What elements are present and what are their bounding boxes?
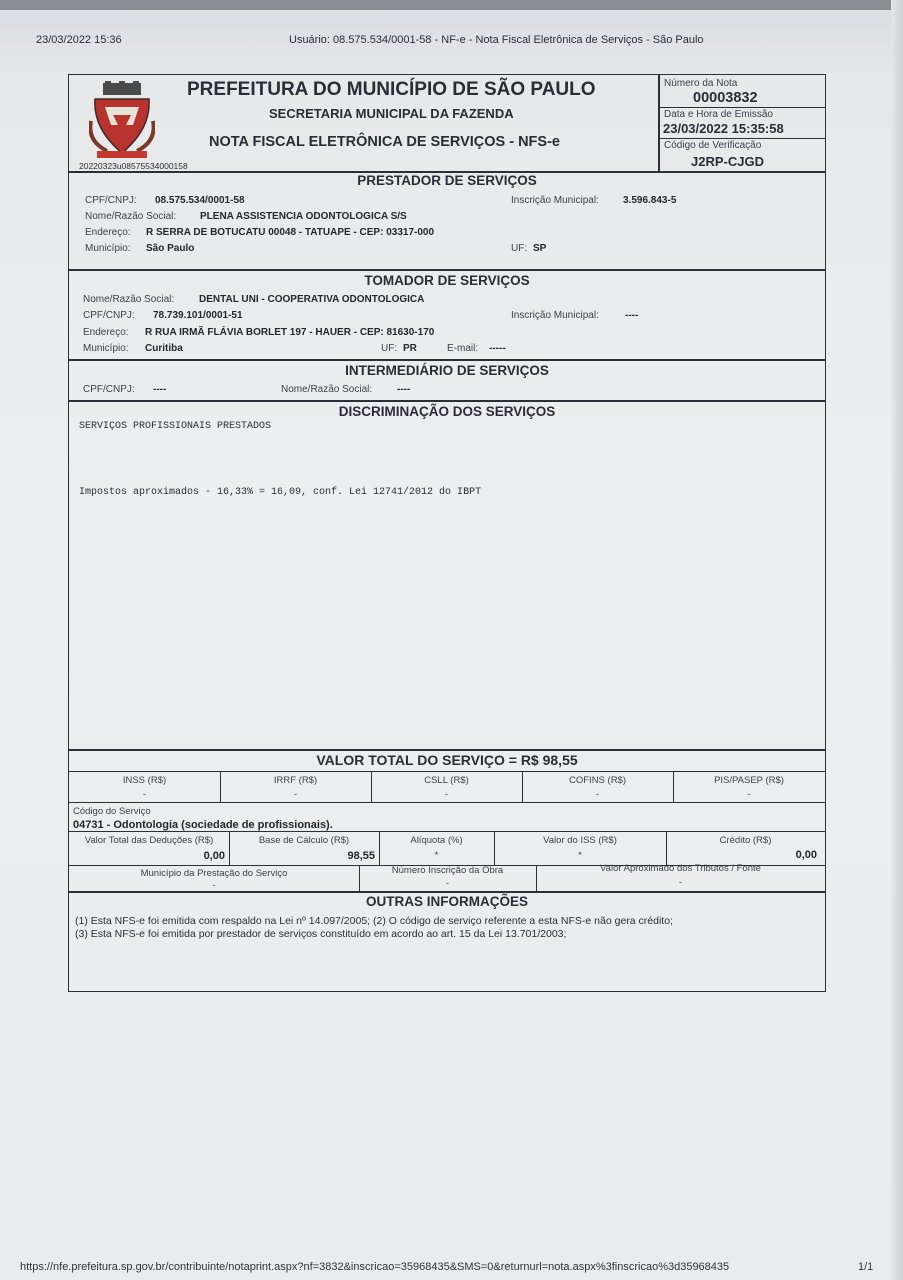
tomador-nome-label: Nome/Razão Social: <box>83 294 175 305</box>
tomador-mun-label: Município: <box>83 343 129 354</box>
header-right-sep-2 <box>658 138 826 139</box>
barcode-text: 20220323u08575534000158 <box>79 161 188 171</box>
tributo-csll-value: - <box>444 789 449 800</box>
footer-page-number: 1/1 <box>858 1261 874 1273</box>
discriminacao-title: DISCRIMINAÇÃO DOS SERVIÇOS <box>338 404 556 419</box>
tomador-im-label: Inscrição Municipal: <box>511 310 599 321</box>
verificacao-value: J2RP-CJGD <box>691 154 764 169</box>
numero-nota-label: Número da Nota <box>664 78 738 89</box>
discriminacao-line-2: Impostos aproximados - 16,33% = 16,09, conf. Lei 12741/2012 do IBPT <box>79 487 482 498</box>
prestador-end-value: R SERRA DE BOTUCATU 00048 - TATUAPE - CEP: 03317-000 <box>146 227 435 238</box>
calc-base-label: Base de Cálculo (R$) <box>258 835 350 846</box>
tomador-im-value: ---- <box>625 310 639 321</box>
prestador-cnpj-value: 08.575.534/0001-58 <box>155 195 245 206</box>
tomador-email-label: E-mail: <box>447 343 479 354</box>
extra-municipio-label: Município da Prestação do Serviço <box>140 868 288 879</box>
prestador-cnpj-label: CPF/CNPJ: <box>85 195 137 206</box>
tomador-mun-value: Curitiba <box>145 343 183 354</box>
header-title-secretaria: SECRETARIA MUNICIPAL DA FAZENDA <box>269 106 514 121</box>
tomador-uf-value: PR <box>403 343 417 354</box>
calc-deducoes-label: Valor Total das Deduções (R$) <box>84 835 214 846</box>
extra-municipio-value: - <box>212 880 216 891</box>
verificacao-label: Código de Verificação <box>664 140 762 151</box>
tributo-cofins-value: - <box>595 789 600 800</box>
calc-credito-label: Crédito (R$) <box>719 835 772 846</box>
tributo-inss-label: INSS (R$) <box>122 775 167 786</box>
codigo-servico-value: 04731 - Odontologia (sociedade de profissionais). <box>73 819 333 831</box>
footer-url: https://nfe.prefeitura.sp.gov.br/contribuinte/notaprint.aspx?nf=3832&inscricao=35968435&SMS=0&returnurl=nota.aspx%3finscricao%3d35968435 <box>20 1261 730 1273</box>
calc-base-value: 98,55 <box>347 850 375 862</box>
header-title-prefeitura: PREFEITURA DO MUNICÍPIO DE SÃO PAULO <box>187 79 596 100</box>
outras-title: OUTRAS INFORMAÇÕES <box>366 894 528 909</box>
emissao-label: Data e Hora de Emissão <box>664 109 773 120</box>
tributo-csll-label: CSLL (R$) <box>424 775 469 786</box>
tributo-inss-value: - <box>142 789 147 800</box>
tomador-nome-value: DENTAL UNI - COOPERATIVA ODONTOLOGICA <box>199 294 425 305</box>
extra-obra-label: Número Inscrição da Obra <box>391 865 504 876</box>
intermediario-nome-label: Nome/Razão Social: <box>281 384 373 395</box>
divider-codigo <box>69 831 825 832</box>
intermediario-cnpj-value: ---- <box>153 384 167 395</box>
calc-iss-label: Valor do ISS (R$) <box>543 835 617 846</box>
intermediario-cnpj-label: CPF/CNPJ: <box>83 384 135 395</box>
print-datetime: 23/03/2022 15:36 <box>36 34 122 46</box>
prestador-uf-label: UF: <box>511 243 528 254</box>
intermediario-nome-value: ---- <box>397 384 411 395</box>
tomador-end-value: R RUA IRMÃ FLÁVIA BORLET 197 - HAUER - CEP: 81630-170 <box>145 327 435 338</box>
divider-extra <box>69 891 825 893</box>
divider-discriminacao <box>69 749 825 751</box>
tomador-email-value: ----- <box>489 343 506 354</box>
prestador-im-label: Inscrição Municipal: <box>511 195 599 206</box>
prestador-im-value: 3.596.843-5 <box>623 195 677 206</box>
numero-nota-value: 00003832 <box>693 90 758 106</box>
print-user-line: Usuário: 08.575.534/0001-58 - NF-e - Nota Fiscal Eletrônica de Serviços - São Paulo <box>289 34 704 46</box>
header-right-divider <box>658 75 660 171</box>
prestador-end-label: Endereço: <box>85 227 131 238</box>
tributo-irrf-value: - <box>293 789 298 800</box>
calc-aliquota-label: Alíquota (%) <box>410 835 463 846</box>
paper-right-edge <box>891 0 903 1280</box>
prestador-title: PRESTADOR DE SERVIÇOS <box>357 173 537 188</box>
paper-top-edge <box>0 0 903 10</box>
extra-obra-value: - <box>445 878 450 889</box>
tributo-pis-value: - <box>747 789 751 800</box>
discriminacao-line-1: SERVIÇOS PROFISSIONAIS PRESTADOS <box>79 421 272 432</box>
tributo-irrf-label: IRRF (R$) <box>273 775 318 786</box>
intermediario-title: INTERMEDIÁRIO DE SERVIÇOS <box>345 363 549 378</box>
extra-tributos-value: - <box>678 877 683 888</box>
prestador-nome-label: Nome/Razão Social: <box>85 211 177 222</box>
prestador-uf-value: SP <box>533 243 547 254</box>
divider-valor-total <box>69 771 825 772</box>
outras-line-2: (3) Esta NFS-e foi emitida por prestador de serviços constituído em acordo ao art. 15 da Lei 13.701/2003; <box>75 928 567 940</box>
divider-prestador <box>69 269 825 271</box>
tomador-title: TOMADOR DE SERVIÇOS <box>364 273 530 288</box>
tributo-cofins-label: COFINS (R$) <box>569 775 626 786</box>
tomador-end-label: Endereço: <box>83 327 129 338</box>
calc-aliquota-value: * <box>434 850 439 861</box>
calc-iss-value: * <box>578 850 582 861</box>
tomador-cnpj-label: CPF/CNPJ: <box>83 310 135 321</box>
prestador-mun-value: São Paulo <box>146 243 195 254</box>
codigo-servico-label: Código do Serviço <box>73 806 151 817</box>
city-coat-of-arms-icon <box>89 81 155 161</box>
tomador-cnpj-value: 78.739.101/0001-51 <box>153 310 243 321</box>
outras-line-1: (1) Esta NFS-e foi emitida com respaldo na Lei nº 14.097/2005; (2) O código de serviço referente a esta NFS-e não gera crédito; <box>75 915 673 927</box>
header-right-sep-1 <box>658 107 826 108</box>
divider-tomador <box>69 359 825 361</box>
calc-credito-value: 0,00 <box>795 849 817 861</box>
emissao-value: 23/03/2022 15:35:58 <box>663 121 784 136</box>
prestador-nome-value: PLENA ASSISTENCIA ODONTOLOGICA S/S <box>200 211 407 222</box>
divider-tributos <box>69 802 825 803</box>
divider-intermediario <box>69 400 825 402</box>
tomador-uf-label: UF: <box>381 343 398 354</box>
header-title-nfse: NOTA FISCAL ELETRÔNICA DE SERVIÇOS - NFS-e <box>209 134 560 150</box>
extra-tributos-label: Valor Aproximado dos Tributos / Fonte <box>600 863 761 874</box>
prestador-mun-label: Município: <box>85 243 131 254</box>
calc-deducoes-value: 0,00 <box>203 850 225 862</box>
tributo-pis-label: PIS/PASEP (R$) <box>714 775 784 786</box>
valor-total: VALOR TOTAL DO SERVIÇO = R$ 98,55 <box>316 752 578 768</box>
nfse-document <box>68 74 826 992</box>
